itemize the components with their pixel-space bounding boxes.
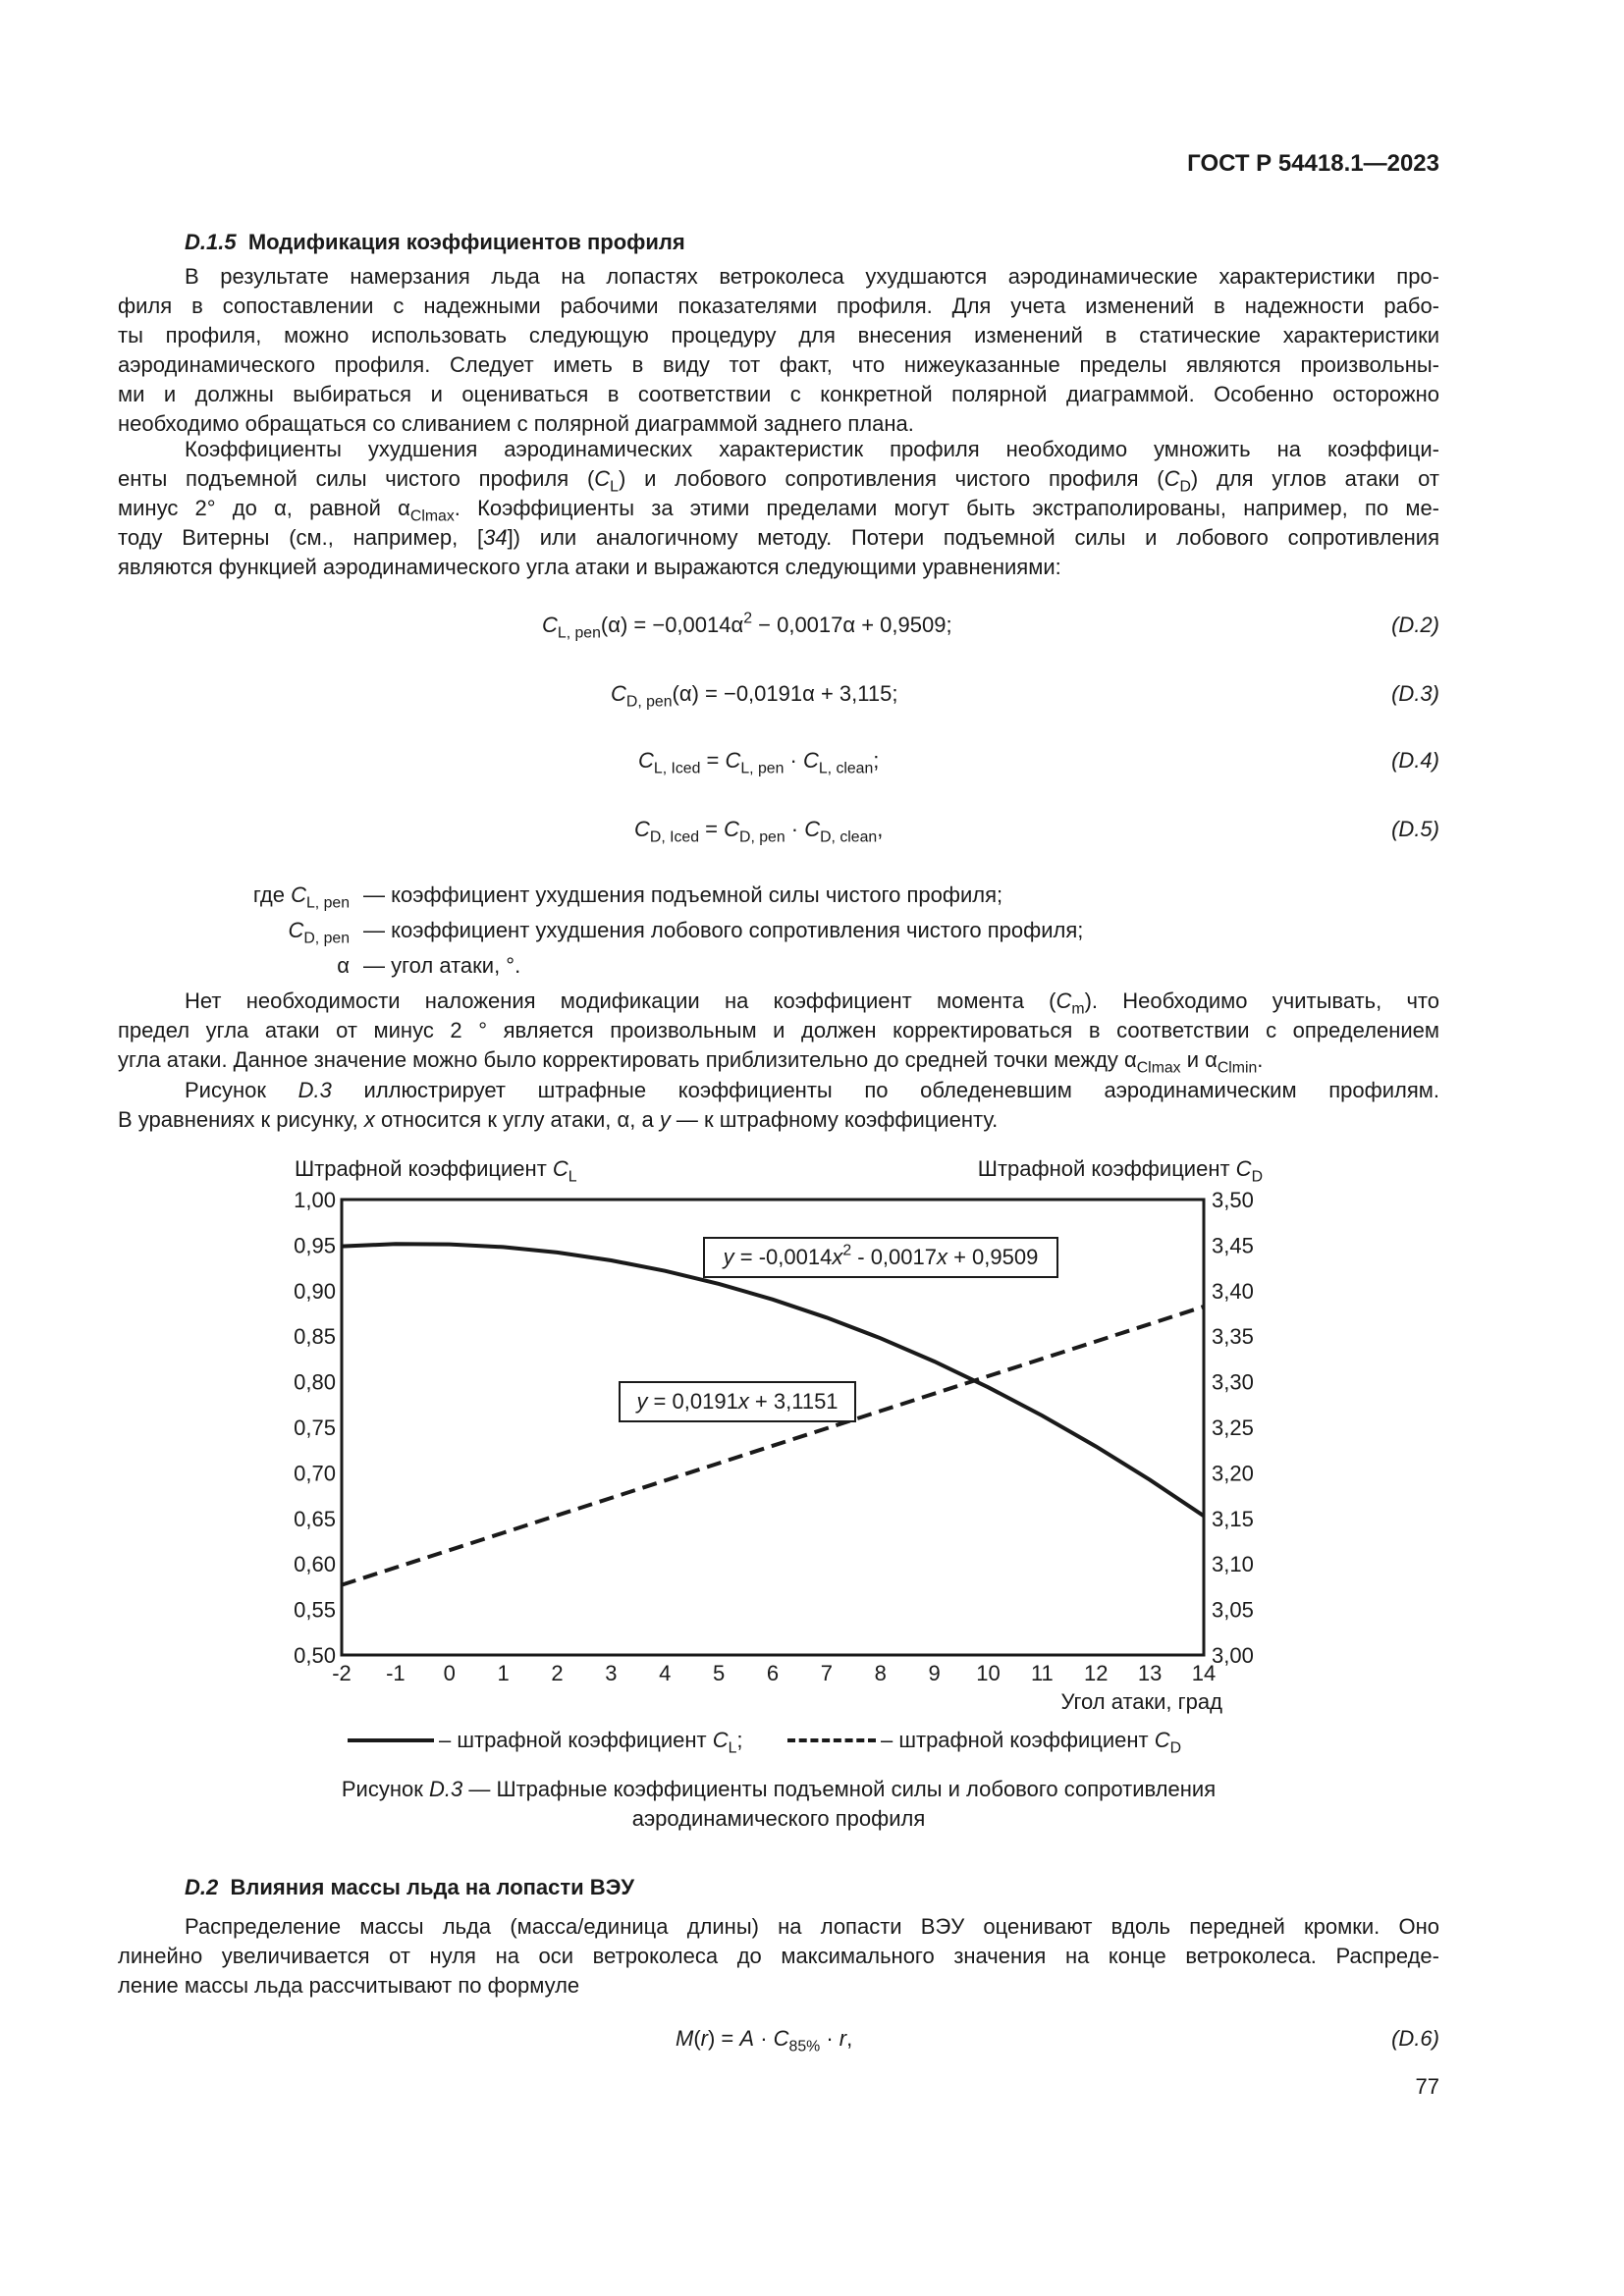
text-run: где bbox=[252, 882, 292, 907]
paragraph-d2 bbox=[118, 1912, 1439, 2001]
section-title: Модификация коэффициентов профиля bbox=[247, 230, 685, 254]
text-run: 85% bbox=[788, 2038, 821, 2056]
text-run: C bbox=[634, 817, 650, 841]
y-right-tick-label: 3,45 bbox=[1212, 1233, 1254, 1258]
text-run: енты подъемной силы чистого профиля ( bbox=[118, 466, 595, 491]
text-line bbox=[118, 553, 1439, 582]
text-run: L, pen bbox=[740, 760, 785, 777]
x-tick-label: 11 bbox=[1030, 1661, 1054, 1685]
text-run: L, pen bbox=[305, 894, 350, 912]
text-run: ты профиля, можно использовать следующую процедуру для внесения изменений в статические характеристики bbox=[118, 323, 1439, 347]
text-run: D, pen bbox=[739, 828, 785, 846]
text-run: Clmax bbox=[1136, 1059, 1181, 1077]
text-run: y bbox=[659, 1107, 671, 1132]
x-tick-label: 5 bbox=[713, 1661, 726, 1685]
text-line bbox=[118, 292, 1439, 321]
y-right-tick-label: 3,40 bbox=[1212, 1278, 1254, 1304]
text-run: C bbox=[724, 817, 740, 841]
text-run: + 3,1151 bbox=[748, 1389, 839, 1414]
text-run: C bbox=[1056, 988, 1072, 1013]
text-run: — к штрафному коэффициенту. bbox=[670, 1107, 999, 1132]
paragraph-3 bbox=[118, 987, 1439, 1075]
x-tick-label: 10 bbox=[976, 1661, 1001, 1685]
x-tick-label: 14 bbox=[1191, 1661, 1217, 1685]
y-left-tick-label: 0,95 bbox=[294, 1233, 336, 1258]
text-line bbox=[118, 350, 1439, 380]
y-left-tick-label: 0,75 bbox=[294, 1415, 336, 1440]
series-line-cd bbox=[342, 1307, 1204, 1585]
x-tick-label: -1 bbox=[386, 1661, 406, 1685]
text-run: · bbox=[785, 817, 805, 841]
y-left-tick-label: 0,55 bbox=[294, 1597, 336, 1623]
text-line bbox=[118, 1942, 1439, 1971]
definition-row bbox=[118, 878, 1439, 913]
chart-annotation-cd-equation bbox=[619, 1381, 856, 1422]
text-run: C bbox=[804, 817, 821, 841]
text-run: C bbox=[1164, 466, 1180, 491]
y-right-tick-label: 3,35 bbox=[1212, 1324, 1254, 1350]
text-run: D.3 bbox=[298, 1078, 332, 1102]
text-run: C bbox=[542, 613, 558, 637]
text-line bbox=[118, 1045, 1439, 1075]
symbol-definitions bbox=[118, 878, 1439, 984]
text-run: = bbox=[699, 817, 725, 841]
text-run: (α) = −0,0014α bbox=[600, 613, 744, 637]
text-line bbox=[118, 987, 1439, 1016]
text-run: C bbox=[552, 1156, 568, 1181]
text-run: D bbox=[1251, 1168, 1263, 1186]
section-number: D.2 bbox=[185, 1875, 219, 1899]
x-tick-label: 6 bbox=[766, 1661, 780, 1685]
y-right-tick-label: 3,10 bbox=[1212, 1552, 1254, 1577]
text-run: Clmax bbox=[409, 507, 455, 525]
text-run: · bbox=[784, 748, 803, 773]
text-line bbox=[118, 1912, 1439, 1942]
y-right-tick-label: 3,15 bbox=[1212, 1506, 1254, 1531]
text-run: Рисунок bbox=[185, 1078, 298, 1102]
text-run: C bbox=[1154, 1728, 1170, 1752]
text-run: Распределение массы льда (масса/единица длины) на лопасти ВЭУ оценивают вдоль передней кромки. Оно bbox=[185, 1914, 1439, 1939]
text-run: − 0,0017α + 0,9509; bbox=[752, 613, 952, 637]
text-run: Clmin bbox=[1217, 1059, 1258, 1077]
y-left-tick-label: 0,90 bbox=[294, 1278, 336, 1304]
section-heading-d15 bbox=[185, 228, 685, 257]
definition-term bbox=[337, 948, 350, 984]
text-run: . bbox=[1257, 1047, 1264, 1072]
text-run: = 0,0191 bbox=[647, 1389, 738, 1414]
text-run: D, pen bbox=[625, 693, 673, 711]
text-run: угла атаки. Данное значение можно было корректировать приблизительно до средней точки между α bbox=[118, 1047, 1137, 1072]
text-run: = bbox=[700, 748, 726, 773]
text-run: В результате намерзания льда на лопастях ветроколеса ухудшаются аэродинамические характеристики про- bbox=[185, 264, 1439, 289]
x-tick-label: 3 bbox=[605, 1661, 618, 1685]
text-run: филя в сопоставлении с надежными рабочими показателями профиля. Для учета изменений в надежности рабо- bbox=[118, 294, 1439, 318]
chart-penalty-coefficients bbox=[275, 1139, 1296, 1728]
text-run: Рисунок bbox=[341, 1777, 429, 1801]
text-run: иллюстрирует штрафные коэффициенты по обледеневшим аэродинамическим профилям. bbox=[331, 1078, 1439, 1102]
x-tick-label: 2 bbox=[551, 1661, 564, 1685]
chart-annotation-cl-equation bbox=[703, 1237, 1058, 1278]
y-right-tick-label: 3,05 bbox=[1212, 1597, 1254, 1623]
text-run: Штрафной коэффициент bbox=[295, 1156, 553, 1181]
text-line bbox=[118, 321, 1439, 350]
text-run: L bbox=[610, 478, 619, 496]
text-run: C bbox=[802, 748, 819, 773]
y-left-tick-label: 0,65 bbox=[294, 1506, 336, 1531]
text-run: y bbox=[636, 1389, 648, 1414]
text-run: 2 bbox=[842, 1242, 852, 1259]
text-line bbox=[118, 380, 1439, 409]
text-run: r bbox=[839, 2026, 847, 2051]
text-run: , bbox=[877, 817, 884, 841]
text-line bbox=[118, 523, 1439, 553]
y-left-tick-label: 0,80 bbox=[294, 1369, 336, 1395]
section-title: Влияния массы льда на лопасти ВЭУ bbox=[230, 1875, 635, 1899]
text-run: L, clean bbox=[818, 760, 874, 777]
text-run: и α bbox=[1180, 1047, 1218, 1072]
text-run: линейно увеличивается от нуля на оси ветроколеса до максимального значения на конце ветроколеса. Распреде- bbox=[118, 1944, 1439, 1968]
y-left-tick-label: 0,50 bbox=[294, 1643, 336, 1668]
equation-number-d4: (D.4) bbox=[1391, 748, 1439, 773]
text-run: C bbox=[291, 882, 306, 907]
text-run: 2 bbox=[743, 610, 753, 627]
text-run: A bbox=[739, 2026, 755, 2051]
y-left-tick-label: 0,70 bbox=[294, 1461, 336, 1486]
text-line bbox=[118, 1971, 1439, 2001]
text-run: минус 2° до α, равной α bbox=[118, 496, 410, 520]
text-run: относится к углу атаки, α, а bbox=[374, 1107, 660, 1132]
text-run: аэродинамического профиля. Следует иметь в виду тот факт, что нижеуказанные пределы являются произвольны- bbox=[118, 352, 1439, 377]
x-tick-label: 1 bbox=[497, 1661, 510, 1685]
text-run: являются функцией аэродинамического угла атаки и выражаются следующими уравнениями: bbox=[118, 555, 1061, 579]
paragraph-2 bbox=[118, 435, 1439, 582]
section-heading-d2 bbox=[185, 1873, 634, 1902]
text-run: L, Iced bbox=[653, 760, 701, 777]
text-run: L bbox=[728, 1739, 737, 1757]
text-run: ление массы льда рассчитывают по формуле bbox=[118, 1973, 580, 1998]
text-run: + 0,9509 bbox=[947, 1245, 1039, 1269]
text-line bbox=[118, 262, 1439, 292]
text-run: C bbox=[638, 748, 654, 773]
text-run: необходимо обращаться со сливанием с полярной диаграммой заднего плана. bbox=[118, 411, 914, 436]
text-run: Штрафной коэффициент bbox=[977, 1156, 1236, 1181]
definition-term bbox=[253, 878, 350, 913]
text-run: C bbox=[611, 681, 626, 706]
text-run: ]) или аналогичному методу. Потери подъемной силы и лобового сопротивления bbox=[507, 525, 1439, 550]
x-tick-label: 12 bbox=[1084, 1661, 1109, 1685]
text-run: C bbox=[725, 748, 741, 773]
definition-text: — угол атаки, °. bbox=[363, 953, 521, 978]
text-run: ) для углов атаки от bbox=[1190, 466, 1439, 491]
legend-dashed-line-icon bbox=[787, 1738, 876, 1742]
text-run: - 0,0017 bbox=[851, 1245, 937, 1269]
text-run: ми и должны выбираться и оцениваться в соответствии с конкретной полярной диаграммой. Особенно осторожно bbox=[118, 382, 1439, 406]
paragraph-4 bbox=[118, 1076, 1439, 1135]
text-run: C bbox=[773, 2026, 789, 2051]
equation-number-d5: (D.5) bbox=[1391, 817, 1439, 841]
figure-caption-line-1 bbox=[118, 1775, 1439, 1804]
x-tick-label: 0 bbox=[443, 1661, 456, 1685]
x-tick-label: 9 bbox=[928, 1661, 941, 1685]
legend-solid-line-icon bbox=[348, 1738, 434, 1742]
text-run: ; bbox=[873, 748, 880, 773]
text-run: ; bbox=[736, 1728, 743, 1752]
text-run: · bbox=[754, 2026, 774, 2051]
text-run: 34 bbox=[483, 525, 508, 550]
text-run: M bbox=[676, 2026, 694, 2051]
text-run: x bbox=[737, 1389, 749, 1414]
text-run: C bbox=[1235, 1156, 1252, 1181]
definition-text: — коэффициент ухудшения подъемной силы чистого профиля; bbox=[363, 882, 1003, 907]
text-line bbox=[118, 494, 1439, 523]
definition-term bbox=[288, 913, 350, 948]
equation-number-d3: (D.3) bbox=[1391, 681, 1439, 706]
y-left-tick-label: 1,00 bbox=[294, 1188, 336, 1212]
y-left-tick-label: 0,60 bbox=[294, 1552, 336, 1577]
y-right-tick-label: 3,25 bbox=[1212, 1415, 1254, 1440]
text-run: x bbox=[936, 1245, 947, 1269]
x-tick-label: 8 bbox=[874, 1661, 887, 1685]
text-run: L bbox=[568, 1168, 577, 1186]
text-run: = -0,0014 bbox=[733, 1245, 833, 1269]
text-run: — Штрафные коэффициенты подъемной силы и лобового сопротивления bbox=[462, 1777, 1217, 1801]
text-line bbox=[118, 1016, 1439, 1045]
text-run: (α) = −0,0191α + 3,115; bbox=[672, 681, 898, 706]
text-run: C bbox=[288, 918, 304, 942]
section-number: D.1.5 bbox=[185, 230, 237, 254]
text-run: – штрафной коэффициент bbox=[881, 1728, 1155, 1752]
text-run: аэродинамического профиля bbox=[631, 1806, 926, 1831]
text-run: r bbox=[700, 2026, 708, 2051]
text-run: D, clean bbox=[820, 828, 878, 846]
text-run: L, pen bbox=[557, 624, 601, 642]
x-tick-label: 7 bbox=[820, 1661, 833, 1685]
paragraph-1 bbox=[118, 262, 1439, 439]
text-run: D, Iced bbox=[649, 828, 700, 846]
definition-row bbox=[118, 948, 1439, 984]
x-tick-label: 13 bbox=[1137, 1661, 1163, 1685]
x-tick-label: 4 bbox=[659, 1661, 672, 1685]
text-run: предел угла атаки от минус 2 ° является произвольным и должен корректироваться в соответствии с определением bbox=[118, 1018, 1439, 1042]
equation-d2 bbox=[542, 609, 952, 642]
text-run: ). Необходимо учитывать, что bbox=[1084, 988, 1439, 1013]
text-run: x bbox=[363, 1107, 375, 1132]
equation-d4 bbox=[638, 744, 879, 777]
y-right-tick-label: 3,00 bbox=[1212, 1643, 1254, 1668]
y-right-tick-label: 3,30 bbox=[1212, 1369, 1254, 1395]
text-run: . Коэффициенты за этими пределами могут быть экстраполированы, например, по ме- bbox=[454, 496, 1439, 520]
x-axis-title: Угол атаки, град bbox=[1060, 1689, 1222, 1714]
x-tick-label: -2 bbox=[332, 1661, 352, 1685]
equation-number-d6: (D.6) bbox=[1391, 2026, 1439, 2051]
text-run: D bbox=[1169, 1739, 1182, 1757]
legend-label-cd bbox=[881, 1726, 1181, 1755]
text-run: ) и лобового сопротивления чистого профиля ( bbox=[618, 466, 1164, 491]
text-run: D.3 bbox=[428, 1777, 463, 1801]
text-run: ( bbox=[693, 2026, 701, 2051]
text-line bbox=[118, 464, 1439, 494]
text-run: D, pen bbox=[303, 930, 350, 947]
equation-d3 bbox=[611, 677, 897, 711]
y-right-tick-label: 3,50 bbox=[1212, 1188, 1254, 1212]
text-run: C bbox=[594, 466, 611, 491]
text-run: α bbox=[337, 953, 350, 978]
text-run: m bbox=[1071, 1000, 1085, 1018]
legend-label-cl bbox=[439, 1726, 743, 1755]
text-run: В уравнениях к рисунку, bbox=[118, 1107, 364, 1132]
text-line bbox=[118, 435, 1439, 464]
figure-caption-line-2 bbox=[118, 1804, 1439, 1834]
text-run: – штрафной коэффициент bbox=[439, 1728, 713, 1752]
text-line bbox=[118, 1105, 1439, 1135]
text-run: Нет необходимости наложения модификации на коэффициент момента ( bbox=[185, 988, 1056, 1013]
text-line bbox=[118, 1076, 1439, 1105]
equation-d6 bbox=[676, 2022, 852, 2056]
definition-row bbox=[118, 913, 1439, 948]
equation-d5 bbox=[634, 813, 883, 846]
y-left-tick-label: 0,85 bbox=[294, 1324, 336, 1350]
page-number: 77 bbox=[1415, 2074, 1439, 2099]
text-run: C bbox=[712, 1728, 729, 1752]
text-run: · bbox=[820, 2026, 839, 2051]
text-run: x bbox=[832, 1245, 843, 1269]
text-run: тоду Витерны (см., например, [ bbox=[118, 525, 484, 550]
y-right-tick-label: 3,20 bbox=[1212, 1461, 1254, 1486]
definition-text: — коэффициент ухудшения лобового сопротивления чистого профиля; bbox=[363, 918, 1084, 942]
text-run: ) = bbox=[707, 2026, 740, 2051]
series-line-cl bbox=[342, 1244, 1204, 1516]
text-run: Коэффициенты ухудшения аэродинамических характеристик профиля необходимо умножить на коэффици- bbox=[185, 437, 1439, 461]
document-number: ГОСТ Р 54418.1—2023 bbox=[1187, 150, 1439, 177]
text-run: , bbox=[846, 2026, 853, 2051]
equation-number-d2: (D.2) bbox=[1391, 613, 1439, 637]
text-run: D bbox=[1179, 478, 1191, 496]
text-run: y bbox=[723, 1245, 734, 1269]
